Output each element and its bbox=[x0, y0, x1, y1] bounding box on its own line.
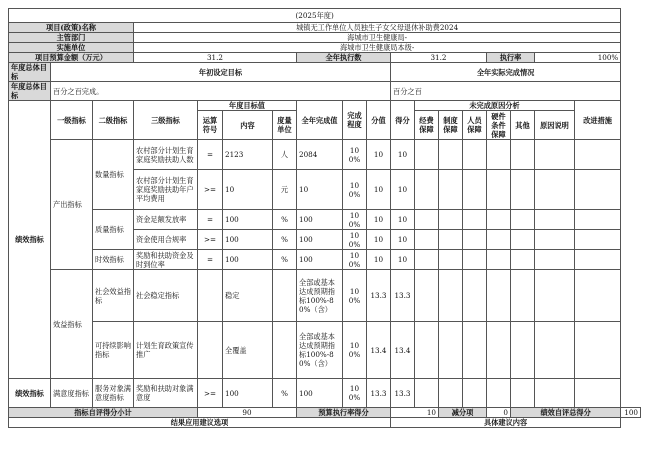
op-header: 运算符号 bbox=[198, 111, 223, 140]
dept-label: 主管部门 bbox=[9, 33, 134, 43]
impl-label: 实施单位 bbox=[9, 43, 134, 53]
op-cell: >= bbox=[198, 170, 223, 210]
goal-label-2: 年度总体目标 bbox=[9, 82, 51, 101]
minus-value: 0 bbox=[487, 408, 511, 418]
degree-cell: 100% bbox=[343, 170, 367, 210]
level2-header: 二级指标 bbox=[93, 101, 134, 140]
unit-cell: % bbox=[273, 379, 297, 408]
sustain-indicator-label: 可持续影响指标 bbox=[93, 322, 134, 379]
score-cell: 10 bbox=[367, 250, 391, 270]
perf-indicator-label: 绩效指标 bbox=[9, 101, 51, 379]
reason-staff-header: 人员保障 bbox=[463, 111, 487, 140]
degree-cell: 100% bbox=[343, 270, 367, 322]
content-cell: 100 bbox=[223, 210, 273, 230]
actual-cell: 10 bbox=[297, 170, 343, 210]
op-cell: >= bbox=[198, 379, 223, 408]
unit-cell: 元 bbox=[273, 170, 297, 210]
content-cell: 100 bbox=[223, 379, 273, 408]
result-option-label: 结果应用建议选项 bbox=[9, 418, 391, 428]
score-cell: 13.3 bbox=[367, 270, 391, 322]
got-cell: 13.4 bbox=[391, 322, 415, 379]
total-score-label: 绩效自评总得分 bbox=[511, 408, 621, 418]
service-indicator-label: 服务对象满意度指标 bbox=[93, 379, 134, 408]
budget-value: 31.2 bbox=[134, 53, 297, 63]
content-header: 内容 bbox=[223, 111, 273, 140]
unit-cell: % bbox=[273, 230, 297, 250]
unit-cell: % bbox=[273, 250, 297, 270]
dept-value: 海城市卫生健康局- bbox=[134, 33, 621, 43]
score-cell: 13.4 bbox=[367, 322, 391, 379]
exec-rate-label: 执行率 bbox=[487, 53, 535, 63]
op-cell: = bbox=[198, 210, 223, 230]
initial-goal-header: 年初设定目标 bbox=[51, 63, 391, 82]
unit-cell: % bbox=[273, 210, 297, 230]
level3-cell: 农村部分计划生育家庭奖励扶助年户平均费用 bbox=[134, 170, 198, 210]
level3-cell: 社会稳定指标 bbox=[134, 270, 198, 322]
actual-cell: 全部或基本达成预期指标100%-80%（含） bbox=[297, 270, 343, 322]
degree-cell: 100% bbox=[343, 322, 367, 379]
reason-hardware-header: 硬件条件保障 bbox=[487, 111, 511, 140]
reason-system-header: 制度保障 bbox=[439, 111, 463, 140]
content-cell: 100 bbox=[223, 230, 273, 250]
op-cell: = bbox=[198, 250, 223, 270]
output-indicator-label: 产出指标 bbox=[51, 140, 93, 270]
degree-cell: 100% bbox=[343, 210, 367, 230]
got-cell: 10 bbox=[391, 140, 415, 170]
budget-score-label: 预算执行率得分 bbox=[297, 408, 391, 418]
impl-value: 海城市卫生健康局本级- bbox=[134, 43, 621, 53]
budget-label: 项目预算金额（万元） bbox=[9, 53, 134, 63]
annual-exec-value: 31.2 bbox=[391, 53, 487, 63]
degree-cell: 100% bbox=[343, 250, 367, 270]
report-year-title: (2025年度) bbox=[9, 9, 621, 23]
reason-group-header: 未完成原因分析 bbox=[415, 101, 575, 111]
timeliness-indicator-label: 时效指标 bbox=[93, 250, 134, 270]
score-cell: 10 bbox=[367, 210, 391, 230]
got-cell: 10 bbox=[391, 230, 415, 250]
content-cell: 100 bbox=[223, 250, 273, 270]
effect-indicator-label: 效益指标 bbox=[51, 270, 93, 379]
op-cell bbox=[198, 322, 223, 379]
actual-cell: 100 bbox=[297, 250, 343, 270]
satisfaction-indicator-label: 满意度指标 bbox=[51, 379, 93, 408]
degree-cell: 100% bbox=[343, 230, 367, 250]
unit-header: 度量单位 bbox=[273, 111, 297, 140]
level1-header: 一级指标 bbox=[51, 101, 93, 140]
content-cell: 2123 bbox=[223, 140, 273, 170]
self-score-label: 指标自评得分小计 bbox=[9, 408, 198, 418]
target-group-header: 年度目标值 bbox=[198, 101, 297, 111]
improve-header: 改进措施 bbox=[575, 101, 621, 140]
evaluation-table bbox=[8, 8, 641, 428]
op-cell bbox=[198, 270, 223, 322]
got-header: 得分 bbox=[391, 101, 415, 140]
actual-cell: 100 bbox=[297, 230, 343, 250]
score-cell: 13.3 bbox=[367, 379, 391, 408]
content-cell: 10 bbox=[223, 170, 273, 210]
goal-label: 年度总体目标 bbox=[9, 63, 51, 82]
minus-label: 减分项 bbox=[439, 408, 487, 418]
total-score-value: 100 bbox=[621, 408, 641, 418]
performance-evaluation-sheet bbox=[8, 8, 641, 428]
project-name-label: 项目(政策)名称 bbox=[9, 23, 134, 33]
score-cell: 10 bbox=[367, 170, 391, 210]
quantity-indicator-label: 数量指标 bbox=[93, 140, 134, 210]
level3-header: 三级指标 bbox=[134, 101, 198, 140]
social-indicator-label: 社会效益指标 bbox=[93, 270, 134, 322]
unit-cell bbox=[273, 270, 297, 322]
reason-other-header: 其他 bbox=[511, 111, 535, 140]
reason-note-header: 原因说明 bbox=[535, 111, 575, 140]
actual-cell: 全部或基本达成预期指标100%-80%（含） bbox=[297, 322, 343, 379]
score-cell: 10 bbox=[367, 230, 391, 250]
actual-goal-header: 全年实际完成情况 bbox=[391, 63, 621, 82]
content-cell: 稳定 bbox=[223, 270, 273, 322]
content-cell: 全覆盖 bbox=[223, 322, 273, 379]
score-cell: 10 bbox=[367, 140, 391, 170]
advice-content-label: 具体建议内容 bbox=[391, 418, 621, 428]
actual-cell: 2084 bbox=[297, 140, 343, 170]
got-cell: 10 bbox=[391, 250, 415, 270]
level3-cell: 奖励和扶助资金及时到位率 bbox=[134, 250, 198, 270]
actual-cell: 100 bbox=[297, 379, 343, 408]
degree-header: 完成程度 bbox=[343, 101, 367, 140]
self-score-value: 90 bbox=[198, 408, 297, 418]
level3-cell: 资金足额发放率 bbox=[134, 210, 198, 230]
reason-funding-header: 经费保障 bbox=[415, 111, 439, 140]
level3-cell: 计划生育政策宣传推广 bbox=[134, 322, 198, 379]
op-cell: = bbox=[198, 140, 223, 170]
annual-exec-label: 全年执行数 bbox=[297, 53, 391, 63]
degree-cell: 100% bbox=[343, 379, 367, 408]
exec-rate-value: 100% bbox=[535, 53, 621, 63]
got-cell: 10 bbox=[391, 210, 415, 230]
got-cell: 13.3 bbox=[391, 270, 415, 322]
degree-cell: 100% bbox=[343, 140, 367, 170]
unit-cell: 人 bbox=[273, 140, 297, 170]
quality-indicator-label: 质量指标 bbox=[93, 210, 134, 250]
project-name-value: 城镇无工作单位人员独生子女父母退休补助费2024 bbox=[134, 23, 621, 33]
got-cell: 10 bbox=[391, 170, 415, 210]
unit-cell bbox=[273, 322, 297, 379]
perf-indicator-label-2: 绩效指标 bbox=[9, 379, 51, 408]
score-header: 分值 bbox=[367, 101, 391, 140]
actual-goal-value: 百分之百 bbox=[391, 82, 621, 101]
actual-header: 全年完成值 bbox=[297, 101, 343, 140]
level3-cell: 资金使用合规率 bbox=[134, 230, 198, 250]
level3-cell: 农村部分计划生育家庭奖励扶助人数 bbox=[134, 140, 198, 170]
level3-cell: 奖励和扶助对象满意度 bbox=[134, 379, 198, 408]
initial-goal-value: 百分之百完成。 bbox=[51, 82, 391, 101]
actual-cell: 100 bbox=[297, 210, 343, 230]
budget-score-value: 10 bbox=[391, 408, 439, 418]
got-cell: 13.3 bbox=[391, 379, 415, 408]
op-cell: >= bbox=[198, 230, 223, 250]
